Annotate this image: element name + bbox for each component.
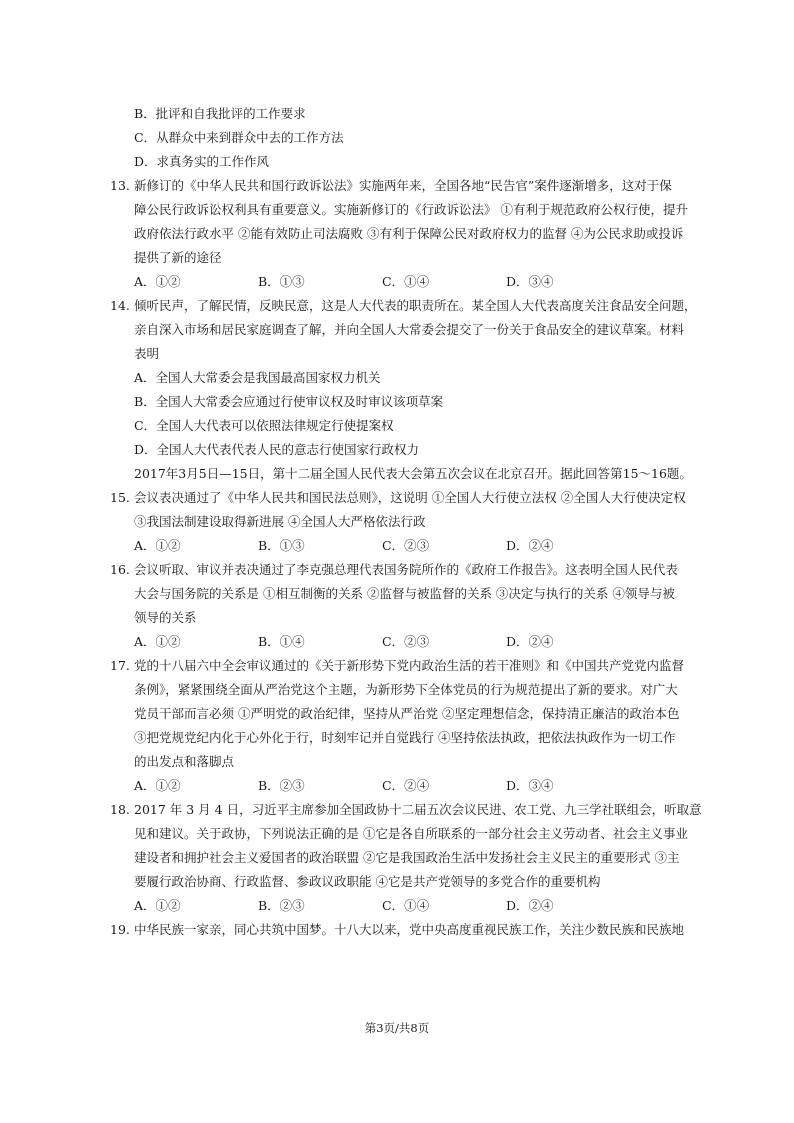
option-d: D．②④ [506,634,554,649]
question-18-line [110,798,700,822]
question-13-line [110,174,700,198]
question-text: 会议听取、审议并表决通过了李克强总理代表国务院所作的《政府工作报告》。这表明全国人民代表 [134,562,678,577]
question-15-line: ③我国法制建设取得新进展 ④全国人大严格依法行政 [134,514,426,529]
option-b: B．全国人大常委会应通过行使审议权及时审议该项草案 [134,394,444,409]
option-d: D．③④ [506,274,554,289]
question-18-line: 建设者和拥护社会主义爱国者的政治联盟 ②它是我国政治生活中发扬社会主义民主的重要形式 ③主 [134,850,680,865]
question-17-line: 的出发点和落脚点 [134,754,235,769]
question-text: 新修订的《中华人民共和国行政诉讼法》实施两年来，全国各地“民告官”案件逐渐增多，这对于保 [134,178,672,193]
material-intro: 2017年3月5日—15日，第十二届全国人民代表大会第五次会议在北京召开。据此回答第15～16题。 [134,466,692,481]
question-text: 中华民族一家亲，同心共筑中国梦。十八大以来，党中央高度重视民族工作，关注少数民族和民族地 [134,922,685,937]
option-c: C．②③ [382,634,430,649]
question-13-line: 提供了新的途径 [134,250,222,265]
question-18-line: 见和建议。关于政协，下列说法正确的是 ①它是各自所联系的一部分社会主义劳动者、社会主义事业 [134,826,688,841]
question-14-line [110,294,700,318]
question-number: 19. [110,922,130,937]
question-number: 13. [110,178,130,193]
question-17-line [110,654,700,678]
page-number: 第3页/共8页 [364,1021,430,1035]
question-number: 18. [110,802,130,817]
question-16-line: 大会与国务院的关系是 ①相互制衡的关系 ②监督与被监督的关系 ③决定与执行的关系 ④领导与被 [134,586,675,601]
option-d: D．②④ [506,538,554,553]
option-b: B．①③ [258,538,305,553]
option-d: D．全国人大代表代表人民的意志行使国家行政权力 [134,442,420,457]
question-17-options [110,774,700,798]
option-c: C．①④ [382,274,430,289]
option-a: A．①② [134,274,181,289]
option-b: B．批评和自我批评的工作要求 [134,106,306,121]
question-15-options [110,534,700,558]
question-number: 17. [110,658,130,673]
question-18-options [110,894,700,918]
question-text: 党的十八届六中全会审议通过的《关于新形势下党内政治生活的若干准则》和《中国共产党党内监督 [134,658,685,673]
question-18-line: 要履行政治协商、行政监督、参政议政职能 ④它是共产党领导的多党合作的重要机构 [134,874,601,889]
option-c: C．从群众中来到群众中去的工作方法 [134,130,344,145]
question-19-line [110,918,700,942]
question-13-line: 政府依法行政水平 ②能有效防止司法腐败 ③有利于保障公民对政府权力的监督 ④为公民求助或投诉 [134,226,684,241]
option-b: B．①③ [258,274,305,289]
option-c: C．①④ [382,898,430,913]
option-c: C．②④ [382,778,430,793]
question-text: 倾听民声，了解民情，反映民意，这是人大代表的职责所在。某全国人大代表高度关注食品安全问题， [134,298,697,313]
question-17-line: 条例》，紧紧围绕全面从严治党这个主题，为新形势下全体党员的行为规范提出了新的要求。对广大 [134,682,678,697]
page-content [110,102,700,942]
option-c: C．②③ [382,538,430,553]
option-b: B．②③ [258,898,305,913]
option-a: A．全国人大常委会是我国最高国家权力机关 [134,370,381,385]
question-text: 会议表决通过了《中华人民共和国民法总则》，这说明 ①全国人大行使立法权 ②全国人大行使决定权 [134,490,686,505]
question-13-line: 障公民行政诉讼权利具有重要意义。实施新修订的《行政诉讼法》 ①有利于规范政府公权行使，提升 [134,202,688,217]
option-a: A．①② [134,538,181,553]
question-17-line: ③把党规党纪内化于心外化于行，时刻牢记并自觉践行 ④坚持依法执政，把依法执政作为一切工作 [134,730,676,745]
option-a: A．①② [134,898,181,913]
option-d: D．③④ [506,778,554,793]
option-d: D．求真务实的工作作风 [134,154,270,169]
question-text: 2017 年 3 月 4 日，习近平主席参加全国政协十二届五次会议民进、农工党、九三学社联组会，听取意 [134,802,702,817]
question-number: 14. [110,298,130,313]
option-d: D．②④ [506,898,554,913]
option-a: A．①② [134,778,181,793]
question-15-line [110,486,700,510]
question-number: 16. [110,562,130,577]
option-b: B．②③ [258,778,305,793]
question-14-line: 表明 [134,346,160,361]
option-c: C．全国人大代表可以依照法律规定行使提案权 [134,418,394,433]
question-number: 15. [110,490,130,505]
question-17-line: 党员干部而言必须 ①严明党的政治纪律，坚持从严治党 ②坚定理想信念，保持清正廉洁的政治本色 [134,706,680,721]
question-16-options [110,630,700,654]
question-16-line [110,558,700,582]
question-13-options [110,270,700,294]
question-16-line: 领导的关系 [134,610,197,625]
option-b: B．①④ [258,634,305,649]
option-a: A．①② [134,634,181,649]
question-14-line: 亲自深入市场和居民家庭调查了解，并向全国人大常委会提交了一份关于食品安全的建议草案。材料 [134,322,685,337]
